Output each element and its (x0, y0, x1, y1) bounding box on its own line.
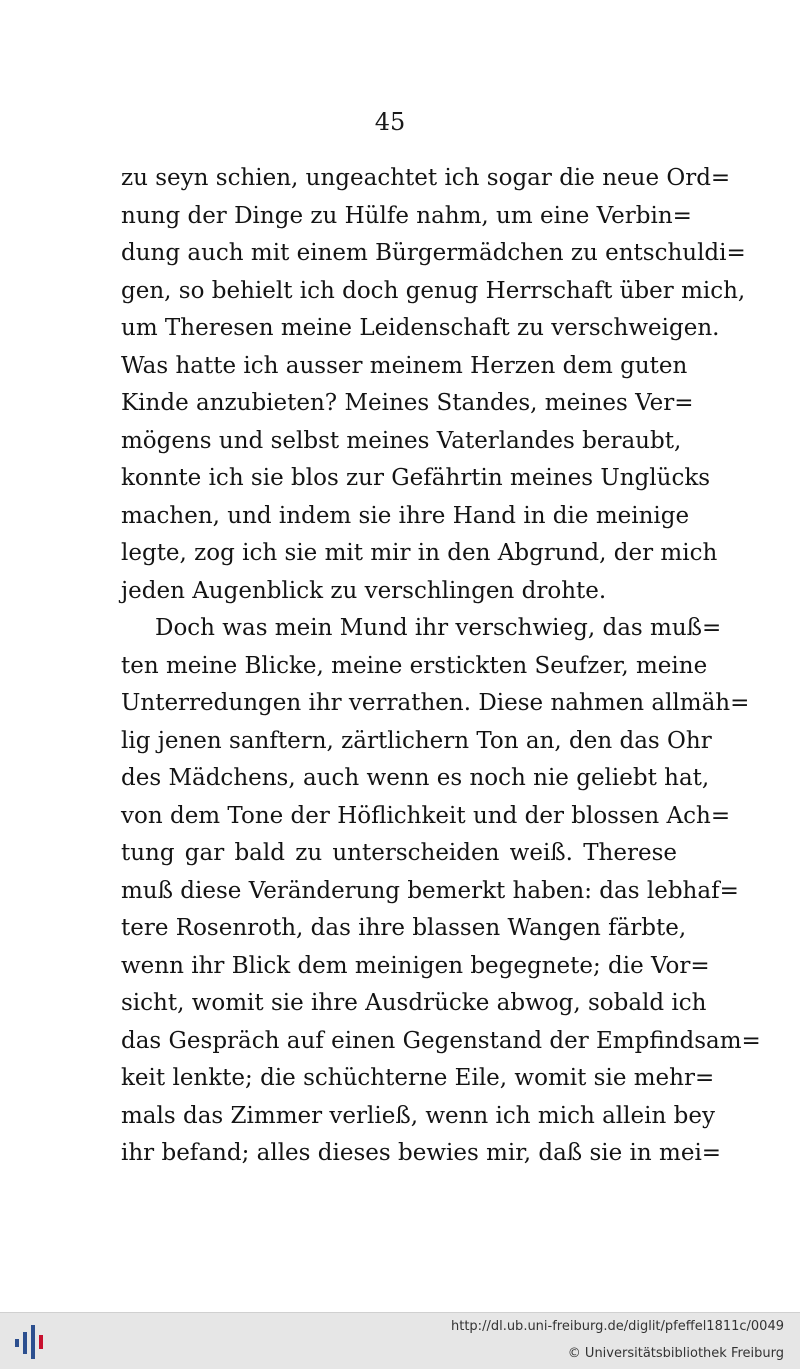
copyright-notice: © Universitätsbibliothek Freiburg (567, 1346, 784, 1361)
text-line: nung der Dinge zu Hülfe nahm, um eine Verbin= (121, 202, 692, 229)
text-line: Kinde anzubieten? Meines Standes, meines Ver= (121, 390, 694, 416)
text-line: jeden Augenblick zu verschlingen drohte. (121, 577, 607, 604)
text-line: zu seyn schien, ungeachtet ich sogar die neue Ord= (121, 165, 731, 191)
text-line: gen, so behielt ich doch genug Herrschaft über mich, (121, 277, 746, 304)
page-number: 45 (374, 108, 406, 136)
text-line: tere Rosenroth, das ihre blassen Wangen färbte, (121, 915, 687, 941)
text-line: konnte ich sie blos zur Gefährtin meines Unglücks (121, 465, 711, 491)
text-line: lig jenen sanftern, zärtlichern Ton an, den das Ohr (121, 727, 712, 754)
library-logo-icon[interactable] (14, 1322, 50, 1362)
text-line: sicht, womit sie ihre Ausdrücke abwog, sobald ich (121, 990, 707, 1016)
text-line: machen, und indem sie ihre Hand in die meinige (121, 502, 690, 529)
text-line: um Theresen meine Leidenschaft zu verschweigen. (121, 315, 720, 341)
text-line: Doch was mein Mund ihr verschwieg, das muß= (155, 615, 722, 641)
text-line: muß diese Veränderung bemerkt haben: das lebhaf= (121, 877, 739, 904)
text-line: mals das Zimmer verließ, wenn ich mich allein bey (121, 1102, 715, 1129)
text-line: legte, zog ich sie mit mir in den Abgrund, der mich (121, 540, 718, 566)
text-line: wenn ihr Blick dem meinigen begegnete; die Vor= (121, 952, 710, 979)
text-line: des Mädchens, auch wenn es noch nie geliebt hat, (121, 765, 710, 791)
viewer-footer (0, 1312, 800, 1369)
text-line: tung gar bald zu unterscheiden weiß. Therese (121, 840, 677, 866)
text-line: keit lenkte; die schüchterne Eile, womit sie mehr= (121, 1065, 715, 1091)
body-text (121, 160, 761, 1173)
text-line: das Gespräch auf einen Gegenstand der Empfindsam= (121, 1027, 761, 1054)
text-line: ten meine Blicke, meine erstickten Seufzer, meine (121, 652, 708, 679)
text-line: von dem Tone der Höflichkeit und der blossen Ach= (121, 802, 731, 829)
page-url-link[interactable]: http://dl.ub.uni-freiburg.de/diglit/pfeffel1811c/0049 (451, 1319, 784, 1334)
text-line: ihr befand; alles dieses bewies mir, daß sie in mei= (121, 1140, 722, 1166)
text-line: Unterredungen ihr verrathen. Diese nahmen allmäh= (121, 690, 750, 716)
text-line: mögens und selbst meines Vaterlandes beraubt, (121, 427, 682, 454)
text-line: dung auch mit einem Bürgermädchen zu entschuldi= (121, 240, 746, 266)
text-line: Was hatte ich ausser meinem Herzen dem guten (121, 352, 688, 379)
